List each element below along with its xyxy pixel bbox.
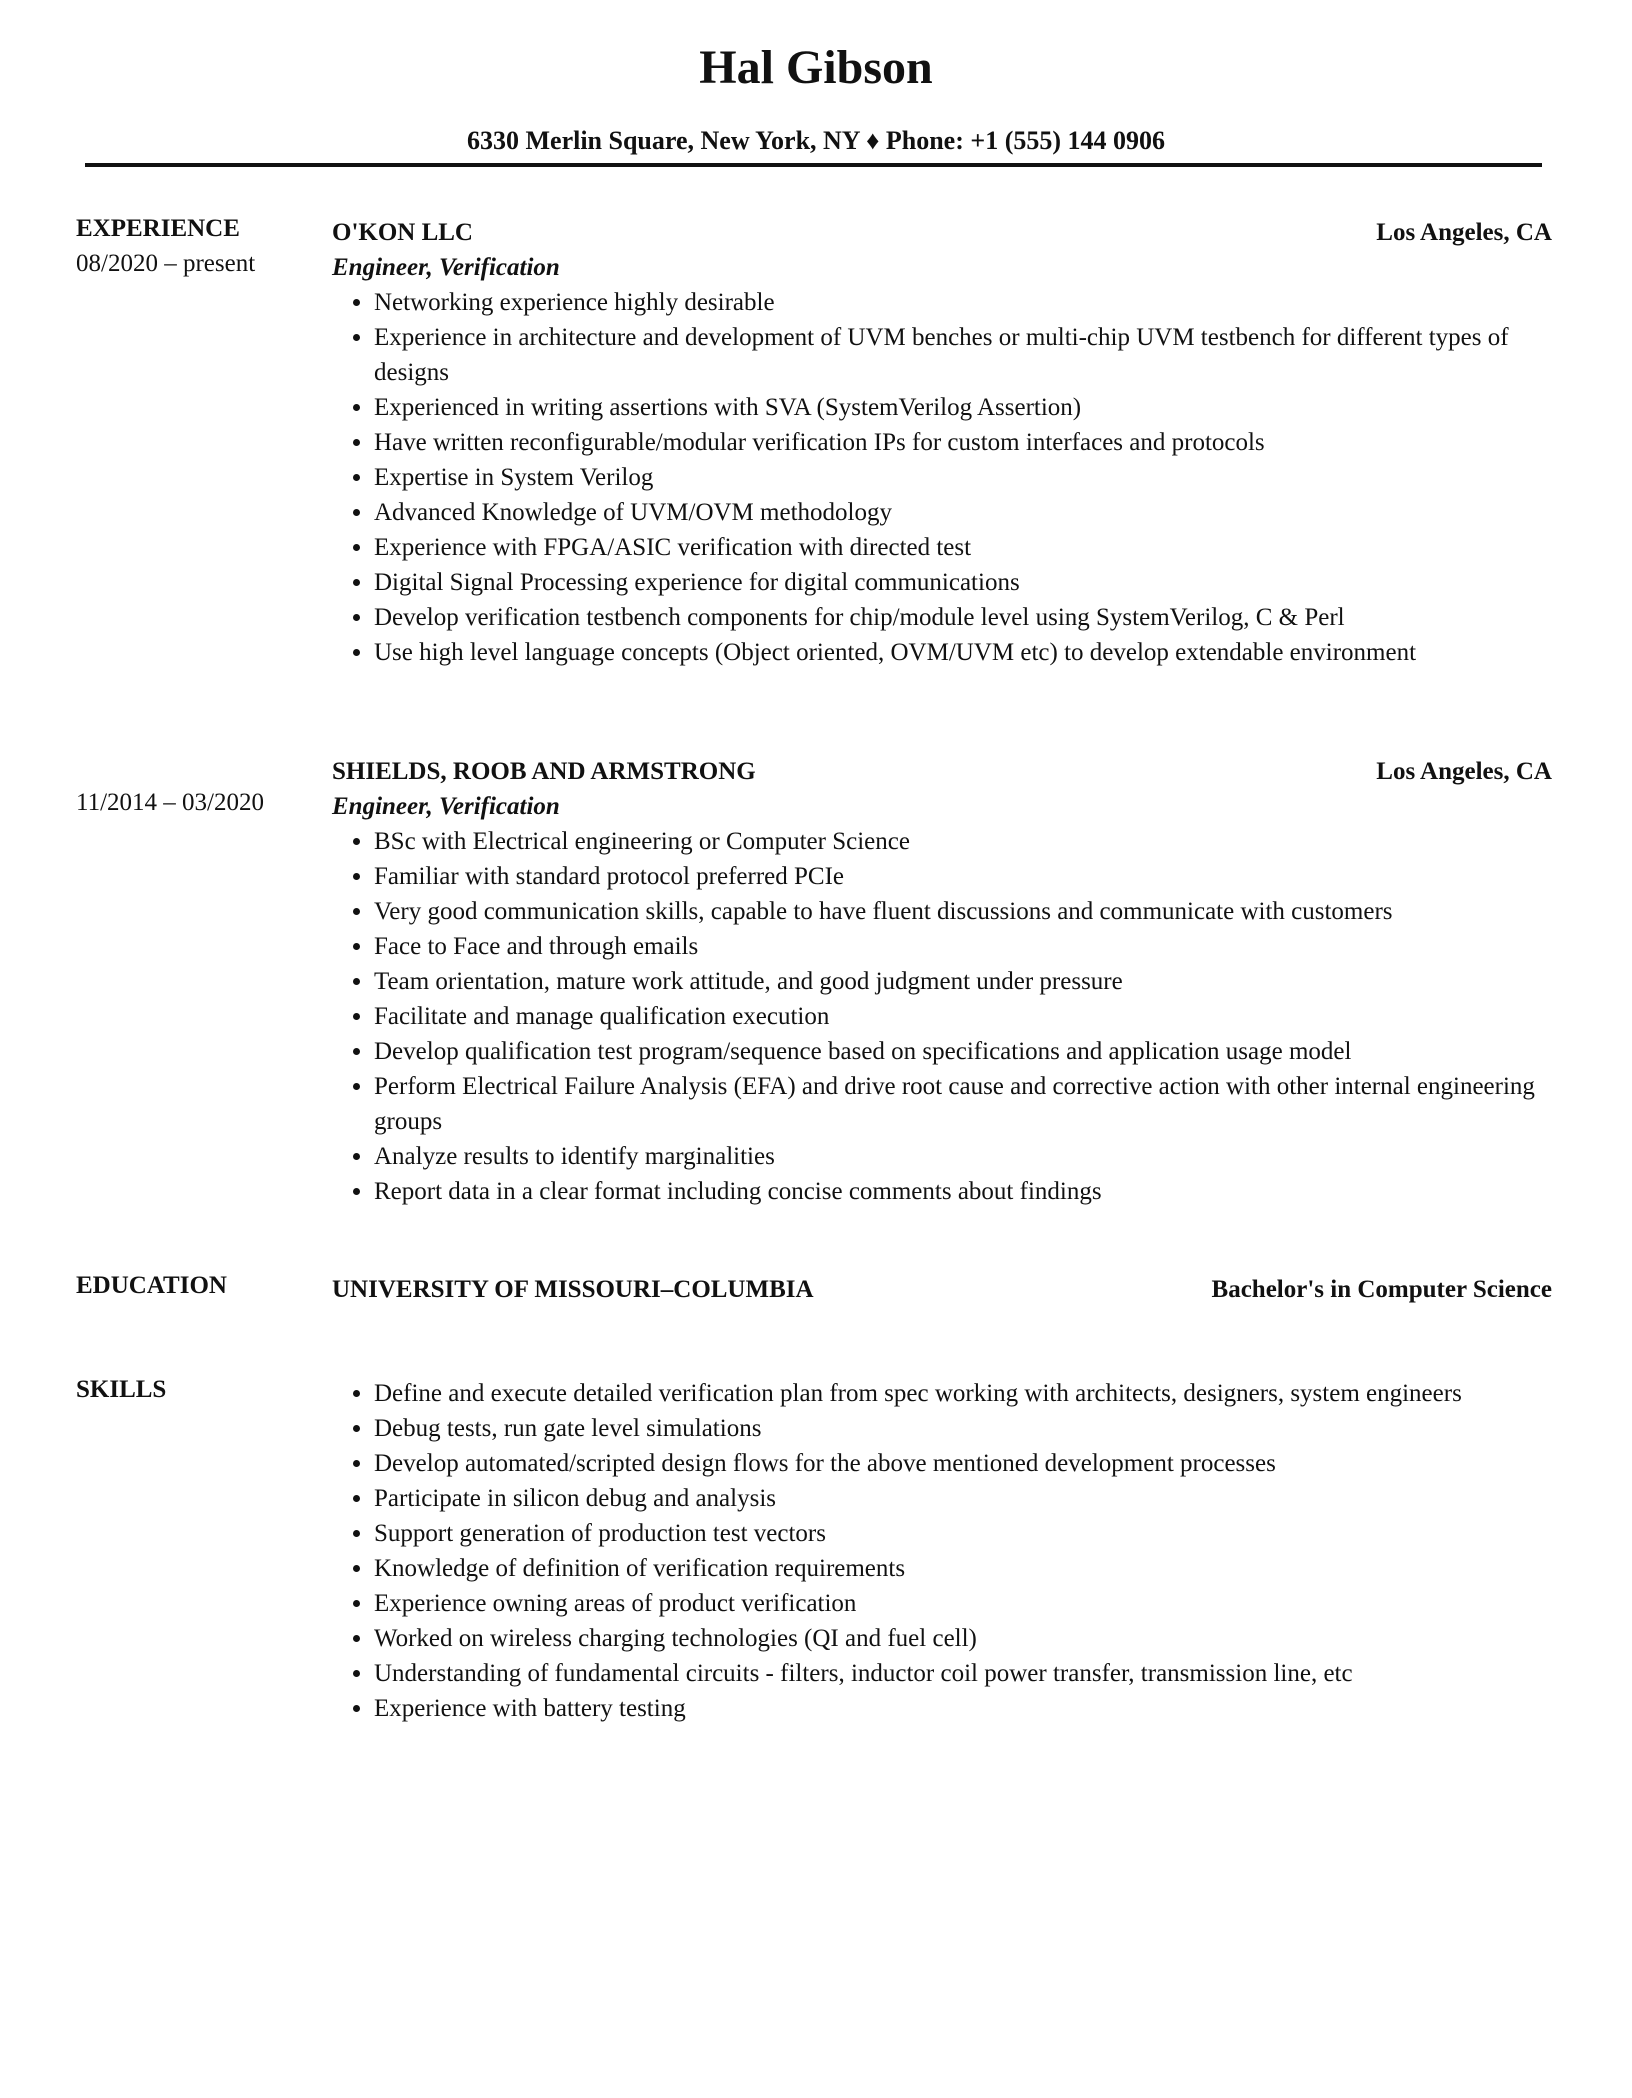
bullet-item: • Facilitate and manage qualification execution (374, 999, 1552, 1034)
bullet-item: • Digital Signal Processing experience for digital communications (374, 565, 1552, 600)
skills-list (332, 1376, 1552, 1726)
bullet-item: • Develop automated/scripted design flows for the above mentioned development processes (374, 1446, 1552, 1481)
job-location: Los Angeles, CA (1376, 758, 1552, 785)
job-location: Los Angeles, CA (1376, 219, 1552, 246)
bullet-item: • Expertise in System Verilog (374, 460, 1552, 495)
experience-job-2 (76, 754, 1552, 1209)
skills-section (76, 1376, 1552, 1726)
job-dates: 11/2014 – 03/2020 (76, 789, 264, 816)
bullet-item: • Experience owning areas of product verification (374, 1586, 1552, 1621)
section-label-experience: EXPERIENCE (76, 215, 240, 242)
bullet-item: • Experience in architecture and development of UVM benches or multi-chip UVM testbench for different types of designs (374, 320, 1552, 390)
bullet-item: • Experienced in writing assertions with SVA (SystemVerilog Assertion) (374, 390, 1552, 425)
bullet-item: • Analyze results to identify marginalities (374, 1139, 1552, 1174)
company-name: SHIELDS, ROOB AND ARMSTRONG (332, 758, 756, 785)
contact-info: 6330 Merlin Square, New York, NY ♦ Phone: +1 (555) 144 0906 (466, 126, 1166, 155)
bullet-item: • Experience with FPGA/ASIC verification with directed test (374, 530, 1552, 565)
bullet-item: • Worked on wireless charging technologies (QI and fuel cell) (374, 1621, 1552, 1656)
job-role: Engineer, Verification (332, 254, 560, 281)
candidate-name: Hal Gibson (699, 41, 933, 94)
header-divider (85, 163, 1542, 167)
job-bullets (332, 824, 1552, 1209)
bullet-item: • Have written reconfigurable/modular verification IPs for custom interfaces and protocols (374, 425, 1552, 460)
bullet-item: • BSc with Electrical engineering or Computer Science (374, 824, 1552, 859)
bullet-item: • Advanced Knowledge of UVM/OVM methodology (374, 495, 1552, 530)
company-name: O'KON LLC (332, 219, 473, 246)
bullet-item: • Define and execute detailed verification plan from spec working with architects, designers, system engineers (374, 1376, 1552, 1411)
experience-job-1 (76, 215, 1552, 670)
bullet-item: • Participate in silicon debug and analysis (374, 1481, 1552, 1516)
degree: Bachelor's in Computer Science (1211, 1276, 1552, 1303)
bullet-item: • Develop verification testbench components for chip/module level using SystemVerilog, C & Perl (374, 600, 1552, 635)
bullet-item: • Support generation of production test vectors (374, 1516, 1552, 1551)
education-section (76, 1272, 1552, 1307)
bullet-item: • Debug tests, run gate level simulations (374, 1411, 1552, 1446)
school-name: UNIVERSITY OF MISSOURI–COLUMBIA (332, 1276, 814, 1303)
job-bullets (332, 285, 1552, 670)
bullet-item: • Understanding of fundamental circuits - filters, inductor coil power transfer, transmission line, etc (374, 1656, 1552, 1691)
bullet-item: • Face to Face and through emails (374, 929, 1552, 964)
bullet-item: • Report data in a clear format including concise comments about findings (374, 1174, 1552, 1209)
bullet-item: • Familiar with standard protocol preferred PCIe (374, 859, 1552, 894)
section-label-education: EDUCATION (76, 1272, 227, 1299)
bullet-item: • Use high level language concepts (Object oriented, OVM/UVM etc) to develop extendable environment (374, 635, 1552, 670)
bullet-item: • Knowledge of definition of verification requirements (374, 1551, 1552, 1586)
bullet-item: • Very good communication skills, capable to have fluent discussions and communicate with customers (374, 894, 1552, 929)
bullet-item: • Experience with battery testing (374, 1691, 1552, 1726)
job-dates: 08/2020 – present (76, 250, 256, 277)
bullet-item: • Perform Electrical Failure Analysis (EFA) and drive root cause and corrective action with other internal engineering groups (374, 1069, 1552, 1139)
bullet-item: • Networking experience highly desirable (374, 285, 1552, 320)
bullet-item: • Team orientation, mature work attitude, and good judgment under pressure (374, 964, 1552, 999)
section-label-skills: SKILLS (76, 1376, 167, 1403)
bullet-item: • Develop qualification test program/sequence based on specifications and application usage model (374, 1034, 1552, 1069)
job-role: Engineer, Verification (332, 793, 560, 820)
